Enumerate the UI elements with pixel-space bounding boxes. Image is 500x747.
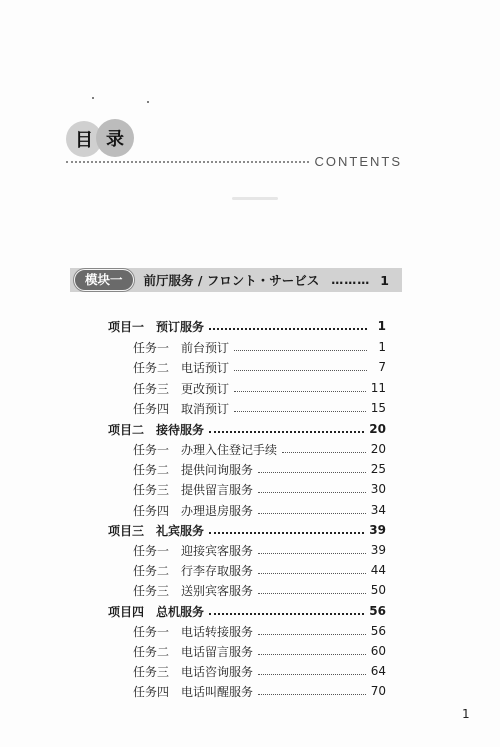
entry-title: 提供问询服务	[181, 462, 254, 477]
dot-leader	[258, 513, 366, 514]
entry-title: 电话留言服务	[181, 644, 254, 659]
toc-project-entry[interactable]	[108, 317, 386, 335]
scan-speck	[147, 101, 149, 103]
toc-task-entry[interactable]	[133, 642, 386, 660]
entry-page: 39	[370, 543, 386, 557]
entry-number: 项目一	[108, 319, 145, 334]
toc-project-entry[interactable]	[108, 521, 386, 539]
toc-task-entry[interactable]	[133, 440, 386, 458]
entry-number: 任务二	[133, 644, 170, 659]
entry-title: 总机服务	[156, 604, 205, 619]
entry-title: 电话预订	[181, 360, 230, 375]
toc-task-entry[interactable]	[133, 662, 386, 680]
entry-title: 办理退房服务	[181, 503, 254, 518]
entry-title: 前台预订	[181, 340, 230, 355]
entry-title: 取消预订	[181, 401, 230, 416]
toc-task-entry[interactable]	[133, 581, 386, 599]
toc-task-entry[interactable]	[133, 399, 386, 417]
entry-page: 60	[370, 644, 386, 658]
contents-dotted-rule	[66, 161, 309, 163]
toc-task-entry[interactable]	[133, 460, 386, 478]
dot-leader	[258, 694, 366, 695]
scan-smudge	[232, 197, 278, 200]
toc-task-entry[interactable]	[133, 622, 386, 640]
module-page: 1	[380, 272, 389, 288]
toc-project-entry[interactable]	[108, 602, 386, 620]
dot-leader	[258, 573, 366, 574]
dot-leader	[209, 431, 364, 433]
dot-leader	[234, 411, 366, 412]
entry-title: 提供留言服务	[181, 482, 254, 497]
toc-task-entry[interactable]	[133, 682, 386, 700]
entry-page: 7	[378, 360, 386, 374]
entry-page: 56	[370, 624, 386, 638]
entry-number: 任务三	[133, 664, 170, 679]
entry-title: 接待服务	[156, 422, 205, 437]
entry-page: 20	[369, 422, 386, 436]
dot-leader	[209, 613, 364, 615]
entry-page: 11	[370, 381, 386, 395]
entry-number: 项目四	[108, 604, 145, 619]
entry-title: 礼宾服务	[156, 523, 205, 538]
entry-title: 办理入住登记手续	[181, 442, 278, 457]
toc-task-entry[interactable]	[133, 379, 386, 397]
entry-number: 项目三	[108, 523, 145, 538]
entry-number: 任务四	[133, 684, 170, 699]
entry-number: 任务二	[133, 462, 170, 477]
contents-heading	[66, 153, 402, 169]
entry-number: 任务三	[133, 583, 170, 598]
entry-page: 56	[369, 604, 386, 618]
entry-number: 任务三	[133, 482, 170, 497]
entry-title: 送别宾客服务	[181, 583, 254, 598]
entry-number: 任务一	[133, 442, 170, 457]
entry-page: 50	[370, 583, 386, 597]
entry-page: 15	[370, 401, 386, 415]
entry-page: 34	[370, 503, 386, 517]
entry-number: 任务一	[133, 624, 170, 639]
entry-title: 更改预订	[181, 381, 230, 396]
dot-leader	[258, 492, 366, 493]
entry-number: 任务一	[133, 340, 170, 355]
dot-leader	[258, 634, 366, 635]
title-char-mu: 目	[66, 121, 102, 157]
toc-task-entry[interactable]	[133, 338, 386, 356]
toc-task-entry[interactable]	[133, 561, 386, 579]
entry-number: 任务二	[133, 563, 170, 578]
dot-leader	[282, 452, 366, 453]
entry-page: 1	[377, 319, 386, 333]
entry-title: 电话咨询服务	[181, 664, 254, 679]
module-heading	[70, 268, 402, 292]
dot-leader	[258, 674, 366, 675]
dot-leader	[258, 593, 366, 594]
entry-page: 39	[369, 523, 386, 537]
toc-task-entry[interactable]	[133, 480, 386, 498]
module-tag: 模块一	[74, 269, 134, 291]
entry-title: 电话叫醒服务	[181, 684, 254, 699]
entry-number: 项目二	[108, 422, 145, 437]
dot-leader	[258, 472, 366, 473]
contents-label: CONTENTS	[314, 153, 402, 169]
toc-task-entry[interactable]	[133, 501, 386, 519]
entry-number: 任务四	[133, 401, 170, 416]
dot-leader	[258, 553, 366, 554]
entry-page: 44	[370, 563, 386, 577]
entry-number: 任务三	[133, 381, 170, 396]
scan-speck	[92, 97, 94, 99]
dot-leader	[234, 350, 367, 351]
entry-number: 任务一	[133, 543, 170, 558]
entry-number: 任务四	[133, 503, 170, 518]
entry-page: 25	[370, 462, 386, 476]
entry-number: 任务二	[133, 360, 170, 375]
entry-page: 1	[378, 340, 386, 354]
entry-page: 64	[370, 664, 386, 678]
dot-leader	[258, 654, 366, 655]
entry-title: 预订服务	[156, 319, 205, 334]
entry-title: 电话转接服务	[181, 624, 254, 639]
module-title: 前厅服务 / フロント・サービス	[143, 273, 320, 288]
page-number: 1	[462, 707, 470, 721]
entry-page: 30	[370, 482, 386, 496]
dot-leader	[209, 532, 364, 534]
title-char-lu: 录	[96, 119, 134, 157]
entry-title: 迎接宾客服务	[181, 543, 254, 558]
dot-leader	[234, 370, 367, 371]
toc-task-entry[interactable]	[133, 541, 386, 559]
entry-page: 70	[370, 684, 386, 698]
entry-title: 行李存取服务	[181, 563, 254, 578]
dot-leader	[209, 328, 367, 330]
module-leader: ………	[331, 273, 371, 287]
toc-task-entry[interactable]	[133, 358, 386, 376]
toc-project-entry[interactable]	[108, 420, 386, 438]
dot-leader	[234, 391, 366, 392]
entry-page: 20	[370, 442, 386, 456]
